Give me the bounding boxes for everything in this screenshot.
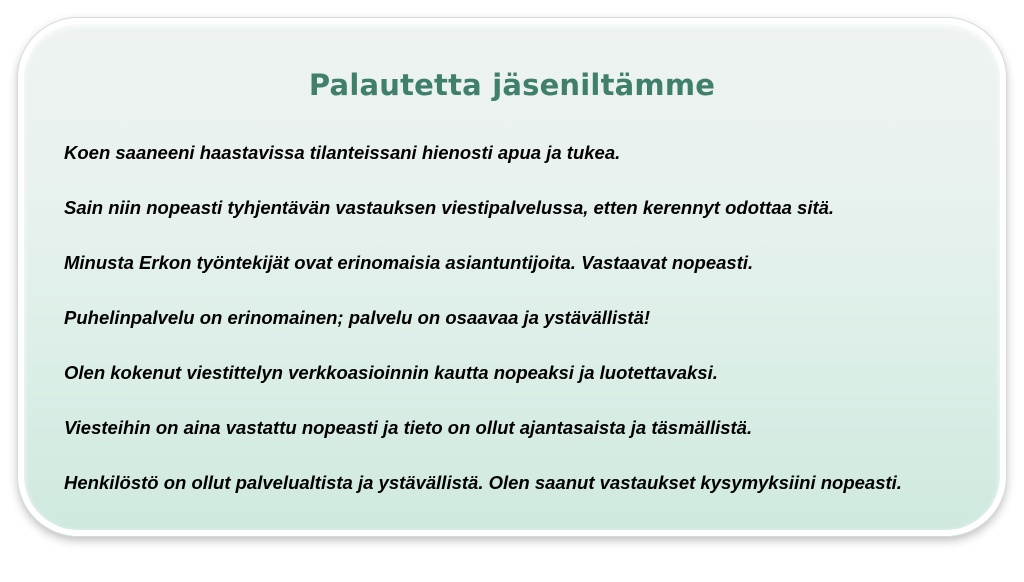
card-title: Palautetta jäseniltämme <box>308 68 716 102</box>
feedback-quote: Minusta Erkon työntekijät ovat erinomaisia asiantuntijoita. Vastaavat nopeasti. <box>64 252 754 273</box>
feedback-list <box>64 140 984 525</box>
feedback-quote: Henkilöstö on ollut palvelualtista ja ystävällistä. Olen saanut vastaukset kysymyksiini nopeasti. <box>64 472 902 493</box>
feedback-quote: Olen kokenut viestittelyn verkkoasioinnin kautta nopeaksi ja luotettavaksi. <box>64 362 718 383</box>
feedback-quote: Koen saaneeni haastavissa tilanteissani hienosti apua ja tukea. <box>64 142 621 163</box>
feedback-quote: Viesteihin on aina vastattu nopeasti ja tieto on ollut ajantasaista ja täsmällistä. <box>64 417 753 438</box>
feedback-quote: Puhelinpalvelu on erinomainen; palvelu on osaavaa ja ystävällistä! <box>64 307 651 328</box>
feedback-quote: Sain niin nopeasti tyhjentävän vastauksen viestipalvelussa, etten kerennyt odottaa sitä. <box>64 197 835 218</box>
feedback-card <box>18 18 1006 536</box>
